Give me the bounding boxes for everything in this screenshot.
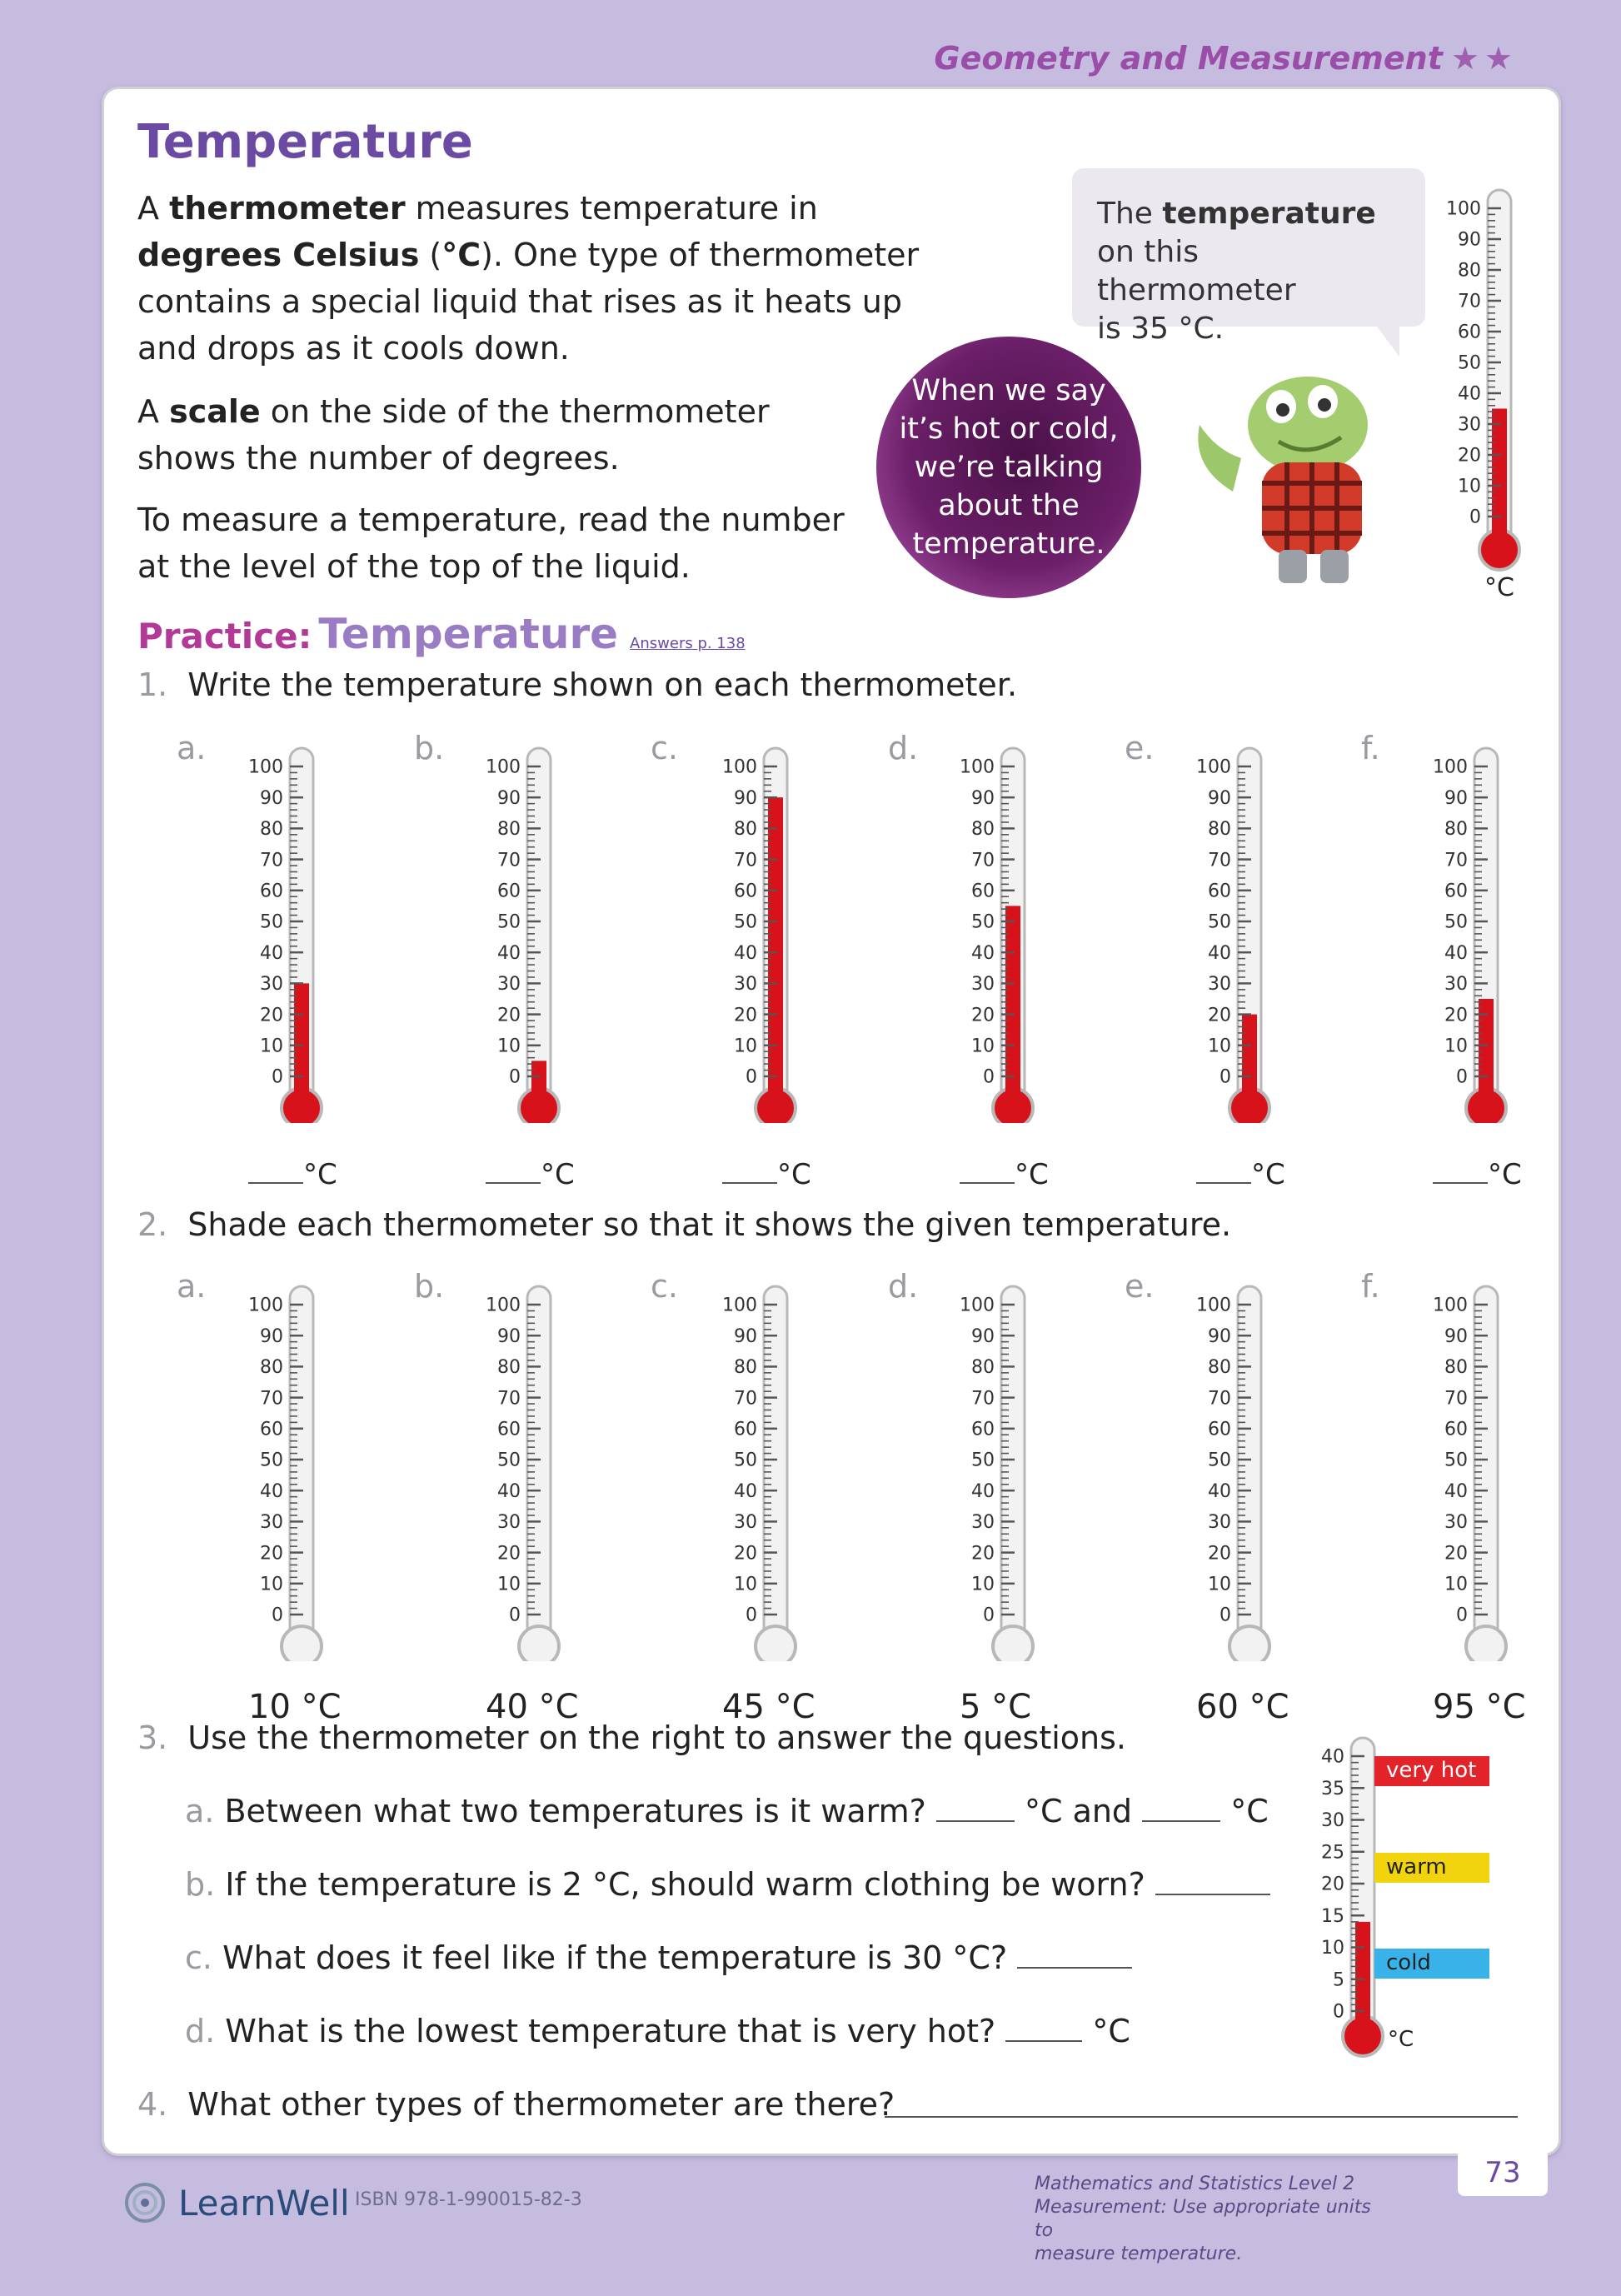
scale-label: 0 bbox=[509, 1066, 521, 1088]
question-4-text: What other types of thermometer are there? bbox=[187, 2086, 895, 2123]
scale-label: 60 bbox=[1208, 1419, 1231, 1440]
thermometer-bulb bbox=[519, 1626, 559, 1661]
item-letter: b. bbox=[414, 1268, 445, 1305]
scale-label: 90 bbox=[1444, 787, 1468, 809]
intro-paragraph-3: To measure a temperature, read the number at the level of the top of the liquid. bbox=[137, 502, 845, 585]
scale-label: 70 bbox=[1208, 850, 1231, 871]
thermometer-bulb bbox=[1466, 1626, 1506, 1661]
scale-label: 80 bbox=[971, 819, 995, 841]
scale-label: 20 bbox=[260, 1543, 283, 1565]
scale-label: 50 bbox=[971, 911, 995, 933]
scale-label: 90 bbox=[971, 787, 995, 809]
target-temperature: 45 °C bbox=[722, 1688, 815, 1726]
target-temperature: 60 °C bbox=[1196, 1688, 1289, 1726]
answer-blank[interactable] bbox=[1017, 1967, 1132, 1969]
item-letter: a. bbox=[177, 730, 207, 766]
scale-label: 30 bbox=[971, 1512, 995, 1534]
thermometer-bulb bbox=[993, 1626, 1033, 1661]
scale-label: 60 bbox=[260, 1419, 283, 1440]
practice-thermometer bbox=[1141, 1261, 1299, 1661]
scale-label: 90 bbox=[734, 1325, 757, 1347]
practice-thermometer bbox=[1141, 723, 1299, 1123]
question-3d: d. What is the lowest temperature that is very hot? °C bbox=[185, 2013, 1130, 2049]
practice-thermometer bbox=[667, 1261, 825, 1661]
scale-label: 20 bbox=[260, 1005, 283, 1026]
scale-label: 0 bbox=[746, 1605, 757, 1626]
scale-label: 50 bbox=[1208, 1450, 1231, 1471]
item-letter: f. bbox=[1361, 730, 1380, 766]
scale-label: 50 bbox=[1444, 911, 1468, 933]
scale-label: 0 bbox=[1469, 507, 1481, 528]
scale-label: 80 bbox=[1208, 819, 1231, 841]
scale-label: 0 bbox=[1456, 1066, 1468, 1088]
target-temperature: 5 °C bbox=[960, 1688, 1032, 1726]
scale-label: 40 bbox=[497, 1480, 521, 1502]
scale-label: 0 bbox=[509, 1605, 521, 1626]
practice-thermometer bbox=[667, 723, 825, 1123]
hot-cold-note: When we say it’s hot or cold, we’re talking about the temperature. bbox=[876, 337, 1141, 598]
scale-label: 30 bbox=[260, 974, 283, 996]
unit-label: °C bbox=[303, 1158, 337, 1191]
scale-label: 40 bbox=[1444, 1480, 1468, 1502]
question-4-answer-line[interactable] bbox=[885, 2116, 1518, 2118]
answer-field[interactable] bbox=[722, 1158, 811, 1191]
isbn: ISBN 978-1-990015-82-3 bbox=[355, 2189, 582, 2210]
question-4-number: 4. bbox=[137, 2086, 168, 2123]
scale-label: 40 bbox=[260, 942, 283, 964]
target-temperature: 40 °C bbox=[486, 1688, 579, 1726]
scale-label: 40 bbox=[971, 942, 995, 964]
practice-thermometer bbox=[431, 1261, 589, 1661]
thermometer-bulb bbox=[282, 1626, 322, 1661]
scale-label: 50 bbox=[260, 911, 283, 933]
very-hot-band: very hot bbox=[1374, 1756, 1489, 1786]
scale-label: 10 bbox=[1321, 1938, 1344, 1959]
scale-label: 80 bbox=[497, 1357, 521, 1379]
scale-label: 20 bbox=[734, 1543, 757, 1565]
item-letter: c. bbox=[651, 1268, 678, 1305]
scale-label: 60 bbox=[734, 881, 757, 902]
liquid-column bbox=[531, 1061, 546, 1108]
item-letter: c. bbox=[651, 730, 678, 766]
practice-thermometer bbox=[1378, 1261, 1536, 1661]
answer-blank[interactable] bbox=[722, 1182, 777, 1184]
scale-label: 20 bbox=[1458, 445, 1481, 467]
unit-label: °C bbox=[1488, 1158, 1522, 1191]
scale-label: 70 bbox=[1444, 850, 1468, 871]
question-2 bbox=[137, 1206, 1231, 1243]
scale-label: 50 bbox=[1458, 352, 1481, 374]
scale-label: 40 bbox=[1458, 383, 1481, 405]
scale-label: 50 bbox=[1444, 1450, 1468, 1471]
question-1-number: 1. bbox=[137, 666, 168, 703]
answer-field[interactable] bbox=[960, 1158, 1049, 1191]
question-2-number: 2. bbox=[137, 1206, 168, 1243]
scale-label: 20 bbox=[497, 1005, 521, 1026]
scale-label: 100 bbox=[722, 1295, 757, 1316]
scale-label: 70 bbox=[1444, 1388, 1468, 1410]
scale-label: 40 bbox=[497, 942, 521, 964]
scale-label: 30 bbox=[1458, 414, 1481, 436]
scale-label: 10 bbox=[971, 1036, 995, 1057]
answer-blank[interactable] bbox=[1005, 2040, 1082, 2042]
scale-label: 20 bbox=[971, 1005, 995, 1026]
curriculum-note: Mathematics and Statistics Level 2 Measurement: Use appropriate units to measure temperature. bbox=[1035, 2174, 1371, 2264]
thermometer-bulb bbox=[756, 1626, 796, 1661]
scale-label: 100 bbox=[1433, 1295, 1468, 1316]
scale-label: 70 bbox=[734, 1388, 757, 1410]
scale-label: 70 bbox=[260, 850, 283, 871]
scale-label: 80 bbox=[1444, 819, 1468, 841]
intro-paragraph-1: A thermometer measures temperature in degrees Celsius (°C). One type of thermometer contains a special liquid that rises as it heats up and drops as it cools down. bbox=[137, 190, 920, 367]
scale-label: 90 bbox=[1444, 1325, 1468, 1347]
scale-label: 40 bbox=[971, 1480, 995, 1502]
scale-label: 10 bbox=[1208, 1574, 1231, 1595]
answer-blank[interactable] bbox=[960, 1182, 1015, 1184]
scale-label: 70 bbox=[971, 1388, 995, 1410]
question-3-text: Use the thermometer on the right to answer the questions. bbox=[187, 1720, 1126, 1756]
scale-label: 80 bbox=[1444, 1357, 1468, 1379]
scale-label: 90 bbox=[1458, 229, 1481, 251]
answer-blank[interactable] bbox=[486, 1182, 541, 1184]
scale-label: 0 bbox=[1333, 2001, 1344, 2023]
scale-label: 30 bbox=[1208, 1512, 1231, 1534]
scale-label: 20 bbox=[1321, 1874, 1344, 1895]
scale-label: 0 bbox=[272, 1605, 283, 1626]
practice-heading: Practice: Temperature Answers p. 138 bbox=[137, 610, 746, 658]
scale-label: 15 bbox=[1321, 1905, 1344, 1927]
scale-label: 80 bbox=[971, 1357, 995, 1379]
scale-label: 20 bbox=[497, 1543, 521, 1565]
scale-label: 20 bbox=[734, 1005, 757, 1026]
scale-label: 30 bbox=[497, 1512, 521, 1534]
scale-label: 60 bbox=[1208, 881, 1231, 902]
scale-label: 90 bbox=[497, 1325, 521, 1347]
scale-label: 80 bbox=[734, 1357, 757, 1379]
scale-label: 30 bbox=[1444, 1512, 1468, 1534]
question-4 bbox=[137, 2086, 895, 2123]
scale-label: 70 bbox=[1208, 1388, 1231, 1410]
scale-label: 50 bbox=[497, 911, 521, 933]
scale-label: 30 bbox=[1444, 974, 1468, 996]
spiral-logo-icon bbox=[123, 2181, 167, 2224]
scale-label: 0 bbox=[1456, 1605, 1468, 1626]
scale-label: 40 bbox=[1208, 942, 1231, 964]
item-letter: a. bbox=[177, 1268, 207, 1305]
unit-label: °C bbox=[1388, 2027, 1414, 2052]
practice-thermometer bbox=[905, 1261, 1063, 1661]
scale-label: 50 bbox=[734, 1450, 757, 1471]
warm-band: warm bbox=[1374, 1853, 1489, 1883]
scale-label: 60 bbox=[971, 1419, 995, 1440]
scale-label: 5 bbox=[1333, 1969, 1344, 1991]
scale-label: 80 bbox=[260, 819, 283, 841]
scale-label: 50 bbox=[971, 1450, 995, 1471]
scale-label: 30 bbox=[260, 1512, 283, 1534]
scale-label: 0 bbox=[983, 1066, 995, 1088]
scale-label: 70 bbox=[1458, 291, 1481, 312]
scale-label: 40 bbox=[1208, 1480, 1231, 1502]
scale-label: 70 bbox=[497, 1388, 521, 1410]
scale-label: 90 bbox=[971, 1325, 995, 1347]
scale-label: 20 bbox=[1444, 1005, 1468, 1026]
scale-label: 35 bbox=[1321, 1778, 1344, 1799]
scale-label: 100 bbox=[960, 1295, 995, 1316]
item-letter: f. bbox=[1361, 1268, 1380, 1305]
scale-label: 100 bbox=[1196, 1295, 1231, 1316]
scale-label: 100 bbox=[486, 1295, 521, 1316]
scale-label: 100 bbox=[486, 756, 521, 778]
scale-label: 25 bbox=[1321, 1842, 1344, 1864]
answer-field[interactable] bbox=[486, 1158, 575, 1191]
item-letter: b. bbox=[414, 730, 445, 766]
scale-label: 10 bbox=[1208, 1036, 1231, 1057]
answer-field[interactable] bbox=[1196, 1158, 1285, 1191]
scale-label: 60 bbox=[497, 881, 521, 902]
scale-label: 40 bbox=[734, 1480, 757, 1502]
question-3c: c. What does it feel like if the temperature is 30 °C? bbox=[185, 1939, 1132, 1976]
unit-label: °C bbox=[541, 1158, 575, 1191]
scale-label: 60 bbox=[971, 881, 995, 902]
answer-blank[interactable] bbox=[936, 1820, 1015, 1822]
unit-label: °C bbox=[777, 1158, 811, 1191]
page-number: 73 bbox=[1458, 2149, 1548, 2196]
scale-label: 0 bbox=[983, 1605, 995, 1626]
scale-label: 60 bbox=[734, 1419, 757, 1440]
answer-blank[interactable] bbox=[1142, 1820, 1220, 1822]
scale-label: 50 bbox=[734, 911, 757, 933]
scale-label: 70 bbox=[971, 850, 995, 871]
intro-paragraph-2: A scale on the side of the thermometer shows the number of degrees. bbox=[137, 393, 770, 477]
scale-label: 90 bbox=[1208, 1325, 1231, 1347]
scale-label: 80 bbox=[497, 819, 521, 841]
scale-label: 100 bbox=[1196, 756, 1231, 778]
item-letter: e. bbox=[1125, 1268, 1155, 1305]
scale-label: 40 bbox=[260, 1480, 283, 1502]
practice-thermometer bbox=[1378, 723, 1536, 1123]
learnwell-logo bbox=[123, 2181, 350, 2224]
scale-label: 90 bbox=[260, 787, 283, 809]
question-3-number: 3. bbox=[137, 1720, 168, 1756]
scale-label: 100 bbox=[248, 756, 283, 778]
cold-band: cold bbox=[1374, 1949, 1489, 1979]
scale-label: 30 bbox=[1208, 974, 1231, 996]
scale-label: 30 bbox=[497, 974, 521, 996]
scale-label: 10 bbox=[260, 1574, 283, 1595]
scale-label: 10 bbox=[497, 1036, 521, 1057]
scale-label: 60 bbox=[1458, 322, 1481, 343]
scale-label: 30 bbox=[734, 1512, 757, 1534]
scale-label: 10 bbox=[734, 1574, 757, 1595]
section-name: Geometry and Measurement bbox=[934, 40, 1443, 77]
practice-thermometer bbox=[431, 723, 589, 1123]
scale-label: 0 bbox=[1219, 1066, 1231, 1088]
target-temperature: 10 °C bbox=[248, 1688, 342, 1726]
question-1-text: Write the temperature shown on each thermometer. bbox=[187, 666, 1018, 703]
scale-label: 60 bbox=[1444, 1419, 1468, 1440]
answer-field[interactable] bbox=[1433, 1158, 1522, 1191]
scale-label: 90 bbox=[1208, 787, 1231, 809]
scale-label: 100 bbox=[960, 756, 995, 778]
example-thermometer bbox=[1433, 175, 1558, 608]
scale-label: 30 bbox=[1321, 1810, 1344, 1832]
scale-label: 50 bbox=[260, 1450, 283, 1471]
scale-label: 70 bbox=[497, 850, 521, 871]
scale-label: 100 bbox=[248, 1295, 283, 1316]
scale-label: 40 bbox=[1444, 942, 1468, 964]
scale-label: 50 bbox=[1208, 911, 1231, 933]
scale-label: 10 bbox=[1444, 1036, 1468, 1057]
scale-label: 20 bbox=[1208, 1543, 1231, 1565]
scale-label: 10 bbox=[497, 1574, 521, 1595]
answer-blank[interactable] bbox=[1155, 1894, 1270, 1895]
brand-name: LearnWell bbox=[178, 2182, 350, 2224]
liquid-column bbox=[1242, 1015, 1257, 1108]
scale-label: 100 bbox=[1446, 198, 1481, 220]
scale-label: 30 bbox=[971, 974, 995, 996]
scale-label: 60 bbox=[497, 1419, 521, 1440]
scale-label: 0 bbox=[272, 1066, 283, 1088]
answer-blank[interactable] bbox=[1196, 1182, 1251, 1184]
item-letter: e. bbox=[1125, 730, 1155, 766]
unit-label: °C bbox=[1484, 573, 1514, 602]
question-2-text: Shade each thermometer so that it shows the given temperature. bbox=[187, 1206, 1232, 1243]
answers-link[interactable]: Answers p. 138 bbox=[630, 635, 746, 652]
answer-blank[interactable] bbox=[248, 1182, 303, 1184]
scale-label: 0 bbox=[746, 1066, 757, 1088]
item-letter: d. bbox=[888, 730, 919, 766]
scale-label: 80 bbox=[734, 819, 757, 841]
answer-field[interactable] bbox=[248, 1158, 337, 1191]
scale-label: 90 bbox=[497, 787, 521, 809]
practice-thermometer bbox=[193, 723, 352, 1123]
scale-label: 10 bbox=[260, 1036, 283, 1057]
target-temperature: 95 °C bbox=[1433, 1688, 1526, 1726]
scale-label: 50 bbox=[497, 1450, 521, 1471]
scale-label: 70 bbox=[734, 850, 757, 871]
scale-label: 40 bbox=[734, 942, 757, 964]
scale-label: 100 bbox=[722, 756, 757, 778]
liquid-column bbox=[1005, 906, 1020, 1108]
scale-label: 0 bbox=[1219, 1605, 1231, 1626]
iguana-mascot-icon bbox=[1183, 325, 1424, 600]
question-3b: b. If the temperature is 2 °C, should warm clothing be worn? bbox=[185, 1866, 1270, 1903]
scale-label: 100 bbox=[1433, 756, 1468, 778]
scale-label: 70 bbox=[260, 1388, 283, 1410]
scale-label: 10 bbox=[1458, 476, 1481, 497]
question-3 bbox=[137, 1720, 1126, 1756]
practice-thermometer bbox=[905, 723, 1063, 1123]
speech-bubble: The temperature on this thermometer is 35 °C. bbox=[1072, 168, 1425, 327]
scale-label: 80 bbox=[260, 1357, 283, 1379]
item-letter: d. bbox=[888, 1268, 919, 1305]
scale-label: 20 bbox=[1208, 1005, 1231, 1026]
question-1 bbox=[137, 666, 1017, 703]
section-header bbox=[934, 40, 1518, 77]
page-title: Temperature bbox=[137, 115, 473, 169]
thermometer-bulb bbox=[1229, 1626, 1269, 1661]
answer-blank[interactable] bbox=[1433, 1182, 1488, 1184]
scale-label: 20 bbox=[1444, 1543, 1468, 1565]
scale-label: 30 bbox=[734, 974, 757, 996]
unit-label: °C bbox=[1015, 1158, 1049, 1191]
scale-label: 90 bbox=[734, 787, 757, 809]
scale-label: 80 bbox=[1208, 1357, 1231, 1379]
difficulty-stars: ★★ bbox=[1450, 40, 1518, 77]
question-3a: a. Between what two temperatures is it warm? °C and °C bbox=[185, 1793, 1269, 1829]
scale-label: 60 bbox=[260, 881, 283, 902]
unit-label: °C bbox=[1251, 1158, 1285, 1191]
practice-thermometer bbox=[193, 1261, 352, 1661]
scale-label: 60 bbox=[1444, 881, 1468, 902]
scale-label: 90 bbox=[260, 1325, 283, 1347]
scale-label: 10 bbox=[971, 1574, 995, 1595]
scale-label: 20 bbox=[971, 1543, 995, 1565]
scale-label: 10 bbox=[1444, 1574, 1468, 1595]
scale-label: 10 bbox=[734, 1036, 757, 1057]
scale-label: 80 bbox=[1458, 260, 1481, 282]
scale-label: 40 bbox=[1321, 1746, 1344, 1768]
